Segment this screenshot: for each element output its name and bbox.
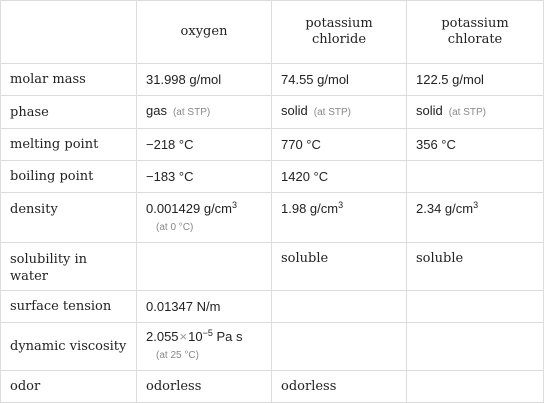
corner-cell — [1, 1, 137, 64]
condition-note: (at STP) — [448, 107, 486, 118]
cell-oxygen-density — [137, 193, 272, 243]
row-label-odor: odor — [1, 371, 137, 403]
cell-kcl-melting-point: 770 °C — [272, 129, 407, 161]
cell-kclo3-density — [407, 193, 544, 243]
cell-kcl-surface-tension — [272, 291, 407, 323]
cell-kcl-molar-mass: 74.55 g/mol — [272, 64, 407, 96]
table-row — [1, 64, 544, 96]
density-value: 1.98 g/cm — [281, 201, 339, 216]
condition-note: (at STP) — [172, 107, 211, 118]
cell-kclo3-boiling-point — [407, 161, 544, 193]
cell-kclo3-surface-tension — [407, 291, 544, 323]
cell-oxygen-molar-mass: 31.998 g/mol — [137, 64, 272, 96]
cell-kcl-density — [272, 193, 407, 243]
table-row — [1, 161, 544, 193]
cell-oxygen-solubility — [137, 243, 272, 291]
table-row — [1, 291, 544, 323]
density-value: 2.34 g/cm — [416, 201, 474, 216]
unit-exponent: 3 — [338, 200, 344, 210]
phase-value: solid — [416, 103, 443, 118]
cell-oxygen-odor: odorless — [137, 371, 272, 403]
row-label-boiling-point: boiling point — [1, 161, 137, 193]
cell-kclo3-solubility: soluble — [407, 243, 544, 291]
phase-value: solid — [281, 103, 308, 118]
table-row — [1, 96, 544, 129]
viscosity-mantissa: 2.055 — [146, 329, 179, 344]
table-row — [1, 243, 544, 291]
table-row — [1, 323, 544, 371]
viscosity-exponent: −5 — [202, 328, 213, 338]
cell-kclo3-melting-point: 356 °C — [407, 129, 544, 161]
cell-kcl-odor: odorless — [272, 371, 407, 403]
table-row — [1, 129, 544, 161]
cell-kcl-boiling-point: 1420 °C — [272, 161, 407, 193]
column-header-potassium-chlorate: potassium chlorate — [407, 1, 544, 64]
cell-kclo3-viscosity — [407, 323, 544, 371]
viscosity-unit: Pa s — [212, 329, 243, 344]
column-header-oxygen: oxygen — [137, 1, 272, 64]
row-label-density: density — [1, 193, 137, 243]
row-label-dynamic-viscosity: dynamic viscosity — [1, 323, 137, 371]
density-value: 0.001429 g/cm — [146, 201, 233, 216]
row-label-solubility: solubility in water — [1, 243, 137, 291]
cell-kcl-solubility: soluble — [272, 243, 407, 291]
table-row — [1, 193, 544, 243]
cell-oxygen-melting-point: −218 °C — [137, 129, 272, 161]
cell-kclo3-molar-mass: 122.5 g/mol — [407, 64, 544, 96]
condition-note: (at 0 °C) — [156, 222, 194, 233]
header-row — [1, 1, 544, 64]
cell-kclo3-phase — [407, 96, 544, 129]
row-label-phase: phase — [1, 96, 137, 129]
cell-kcl-phase — [272, 96, 407, 129]
cell-oxygen-surface-tension: 0.01347 N/m — [137, 291, 272, 323]
column-header-potassium-chloride: potassium chloride — [272, 1, 407, 64]
cell-oxygen-phase — [137, 96, 272, 129]
table-row — [1, 371, 544, 403]
cell-oxygen-boiling-point: −183 °C — [137, 161, 272, 193]
condition-note: (at 25 °C) — [156, 350, 199, 361]
cell-kclo3-odor — [407, 371, 544, 403]
viscosity-base: 10 — [188, 329, 203, 344]
cell-oxygen-viscosity — [137, 323, 272, 371]
times-symbol: × — [179, 329, 188, 344]
unit-exponent: 3 — [232, 200, 238, 210]
phase-value: gas — [146, 103, 167, 118]
row-label-molar-mass: molar mass — [1, 64, 137, 96]
unit-exponent: 3 — [473, 200, 479, 210]
condition-note: (at STP) — [313, 107, 351, 118]
row-label-surface-tension: surface tension — [1, 291, 137, 323]
cell-kcl-viscosity — [272, 323, 407, 371]
row-label-melting-point: melting point — [1, 129, 137, 161]
